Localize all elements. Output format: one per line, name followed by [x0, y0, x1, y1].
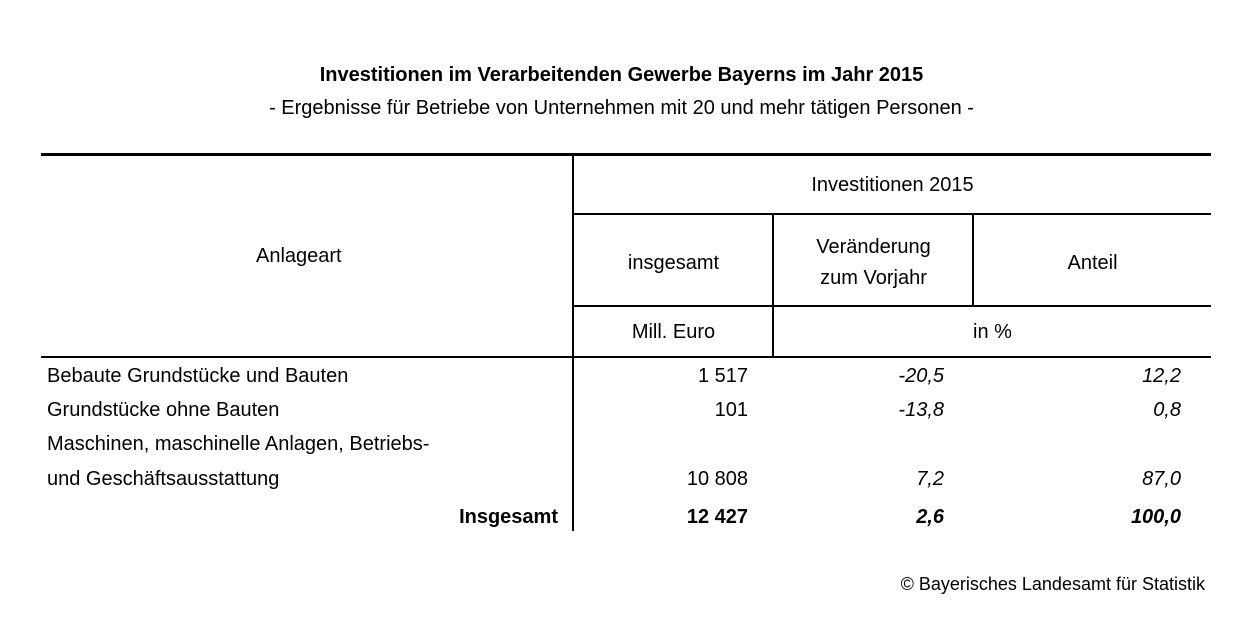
total-veraenderung: 2,6 [916, 506, 944, 528]
unit-header-rule [573, 305, 1211, 307]
page-subtitle: - Ergebnisse für Betriebe von Unternehmen mit 20 und mehr tätigen Personen - [269, 97, 974, 119]
copyright-footer: © Bayerisches Landesamt für Statistik [900, 574, 1205, 594]
group-header-rule [573, 213, 1211, 215]
group-header-label: Investitionen 2015 [811, 174, 974, 196]
total-anteil: 100,0 [1130, 506, 1181, 528]
row-label: Bebaute Grundstücke und Bauten [47, 365, 349, 387]
unit-mill-euro: Mill. Euro [631, 321, 716, 343]
col-header-veraenderung-line2: zum Vorjahr [820, 267, 927, 289]
cell-insgesamt: 10 808 [686, 468, 748, 490]
page-title: Investitionen im Verarbeitenden Gewerbe Bayerns im Jahr 2015 [319, 64, 924, 86]
col-header-veraenderung-line1: Veränderung [816, 236, 931, 258]
cell-insgesamt: 101 [714, 399, 748, 421]
row-header-label: Anlageart [256, 245, 342, 267]
total-insgesamt: 12 427 [686, 506, 748, 528]
cell-anteil: 87,0 [1142, 468, 1181, 490]
total-label: Insgesamt [459, 506, 558, 528]
row-label: Grundstücke ohne Bauten [47, 399, 280, 421]
unit-percent: in % [973, 321, 1012, 343]
cell-veraenderung: -13,8 [898, 399, 944, 421]
cell-insgesamt: 1 517 [697, 365, 748, 387]
cell-veraenderung: 7,2 [916, 468, 944, 490]
cell-anteil: 0,8 [1153, 399, 1181, 421]
cell-veraenderung: -20,5 [898, 365, 944, 387]
col-header-insgesamt: insgesamt [627, 252, 720, 274]
table-top-rule [41, 153, 1211, 156]
row-label-line2: und Geschäftsausstattung [47, 468, 280, 490]
col-header-anteil: Anteil [1067, 252, 1118, 274]
header-bottom-rule [41, 356, 1211, 358]
row-label-line1: Maschinen, maschinelle Anlagen, Betriebs- [47, 433, 430, 455]
cell-anteil: 12,2 [1142, 365, 1181, 387]
